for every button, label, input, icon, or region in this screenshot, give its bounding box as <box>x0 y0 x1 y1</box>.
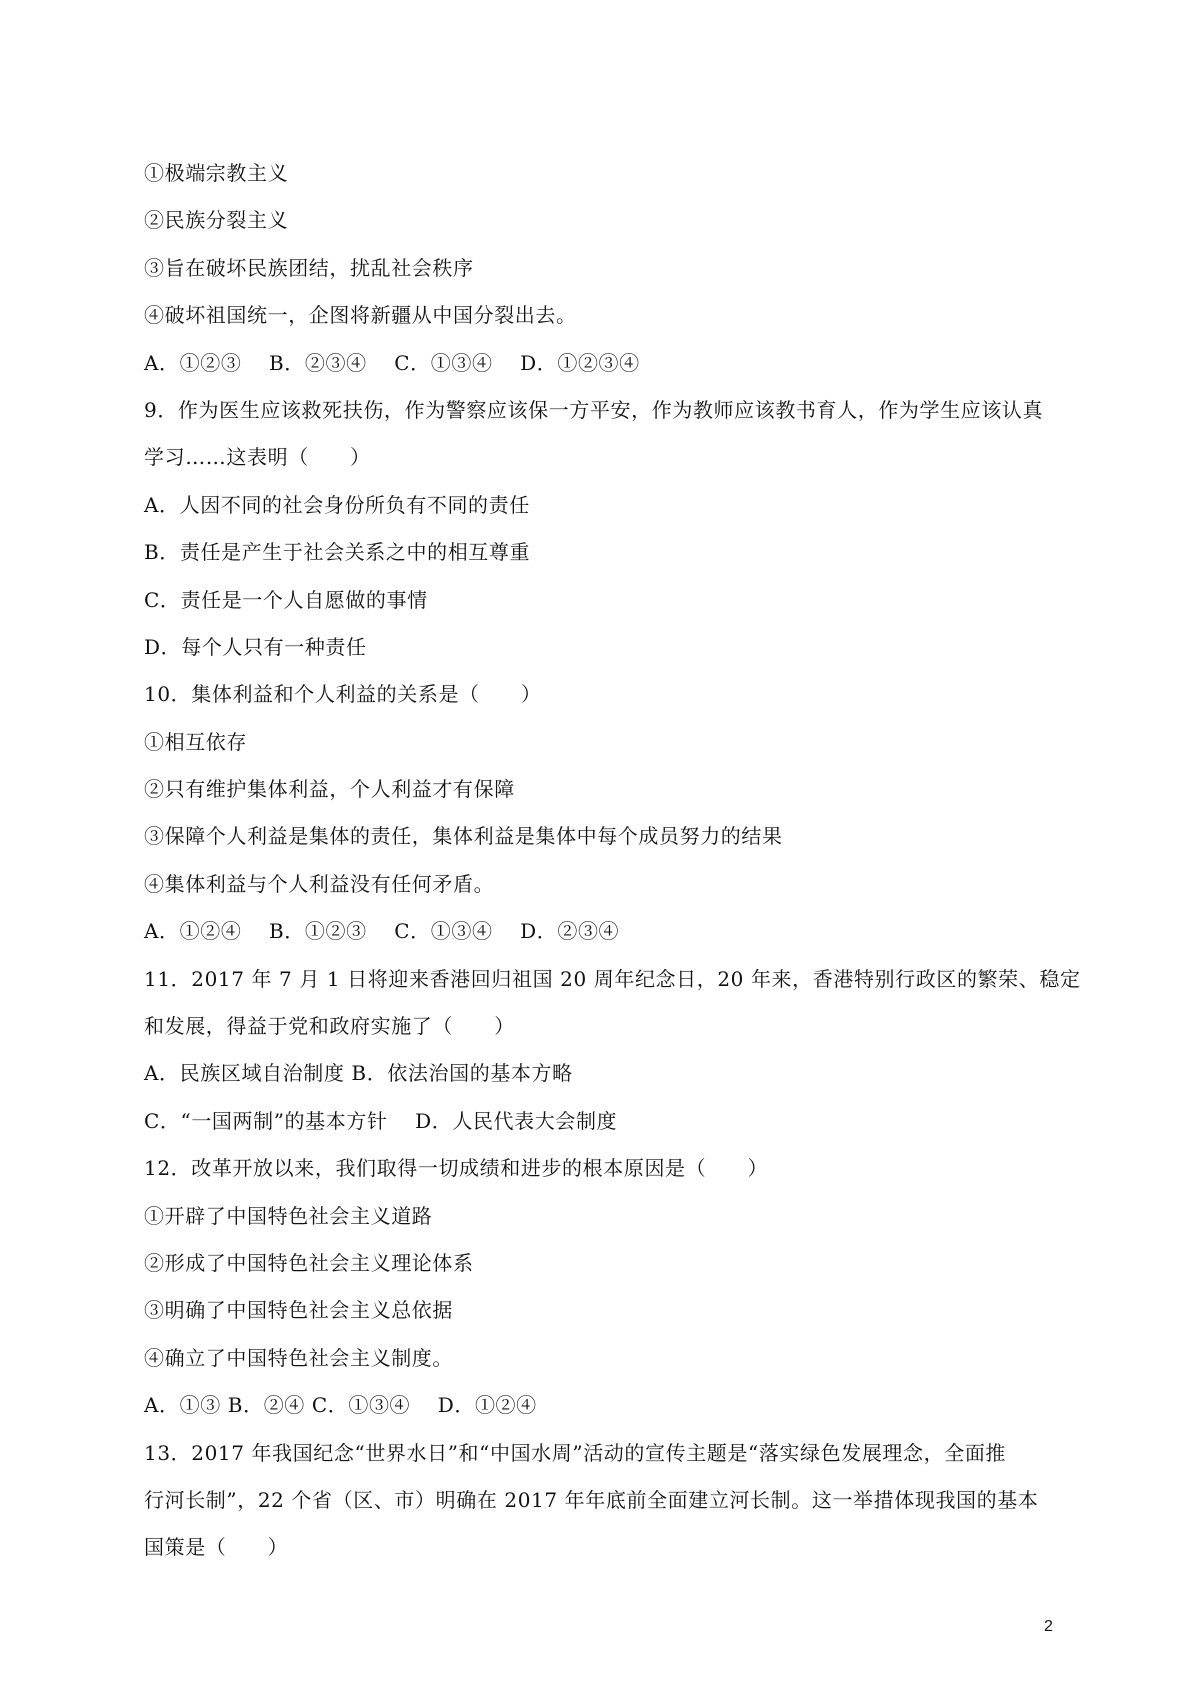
option-line: ①极端宗教主义 <box>144 161 289 185</box>
answer-choices: A．①③ B．②④ C．①③④ D．①②④ <box>144 1393 537 1418</box>
question-9-text: 9．作为医生应该救死扶伤，作为警察应该保一方平安，作为教师应该教书育人，作为学生应该认真 <box>144 397 1044 422</box>
question-10-text: 10．集体利益和个人利益的关系是（ ） <box>144 682 542 707</box>
question-12-text: 12．改革开放以来，我们取得一切成绩和进步的根本原因是（ ） <box>144 1156 769 1181</box>
answer-choices-cd: C．“一国两制”的基本方针 D．人民代表大会制度 <box>144 1108 618 1133</box>
question-11-text: 11．2017 年 7 月 1 日将迎来香港回归祖国 20 周年纪念日，20 年来，香港特别行政区的繁荣、稳定 <box>144 966 1081 991</box>
question-9-text-cont: 学习……这表明（ ） <box>144 445 371 470</box>
answer-choices-ab: A．民族区域自治制度 B．依法治国的基本方略 <box>144 1061 573 1086</box>
option-line: ②民族分裂主义 <box>144 208 289 233</box>
answer-choice-d: D．每个人只有一种责任 <box>144 634 367 659</box>
answer-choice-b: B．责任是产生于社会关系之中的相互尊重 <box>144 540 531 565</box>
option-line: ③保障个人利益是集体的责任，集体利益是集体中每个成员努力的结果 <box>144 824 783 849</box>
question-13-text-cont: 行河长制”，22 个省（区、市）明确在 2017 年年底前全面建立河长制。这一举措体现我国的基本 <box>144 1487 1039 1512</box>
question-13-text-end: 国策是（ ） <box>144 1535 289 1560</box>
option-line: ④集体利益与个人利益没有任何矛盾。 <box>144 871 495 896</box>
option-line: ④破坏祖国统一，企图将新疆从中国分裂出去。 <box>144 303 577 328</box>
option-line: ②只有维护集体利益，个人利益才有保障 <box>144 777 515 802</box>
question-13-text: 13．2017 年我国纪念“世界水日”和“中国水周”活动的宣传主题是“落实绿色发展理念，全面推 <box>144 1440 1007 1465</box>
page-content <box>144 150 1081 1572</box>
question-11-text-cont: 和发展，得益于党和政府实施了（ ） <box>144 1014 515 1039</box>
option-line: ①开辟了中国特色社会主义道路 <box>144 1203 433 1228</box>
option-line: ②形成了中国特色社会主义理论体系 <box>144 1250 474 1275</box>
answer-choices: A．①②③ B．②③④ C．①③④ D．①②③④ <box>144 350 640 375</box>
option-line: ③明确了中国特色社会主义总依据 <box>144 1298 453 1323</box>
answer-choices: A．①②④ B．①②③ C．①③④ D．②③④ <box>144 919 620 944</box>
option-line: ①相互依存 <box>144 729 247 754</box>
option-line: ③旨在破坏民族团结，扰乱社会秩序 <box>144 255 474 280</box>
page-number: 2 <box>1044 1618 1053 1635</box>
answer-choice-c: C．责任是一个人自愿做的事情 <box>144 587 428 612</box>
answer-choice-a: A．人因不同的社会身份所负有不同的责任 <box>144 492 530 517</box>
option-line: ④确立了中国特色社会主义制度。 <box>144 1345 453 1370</box>
